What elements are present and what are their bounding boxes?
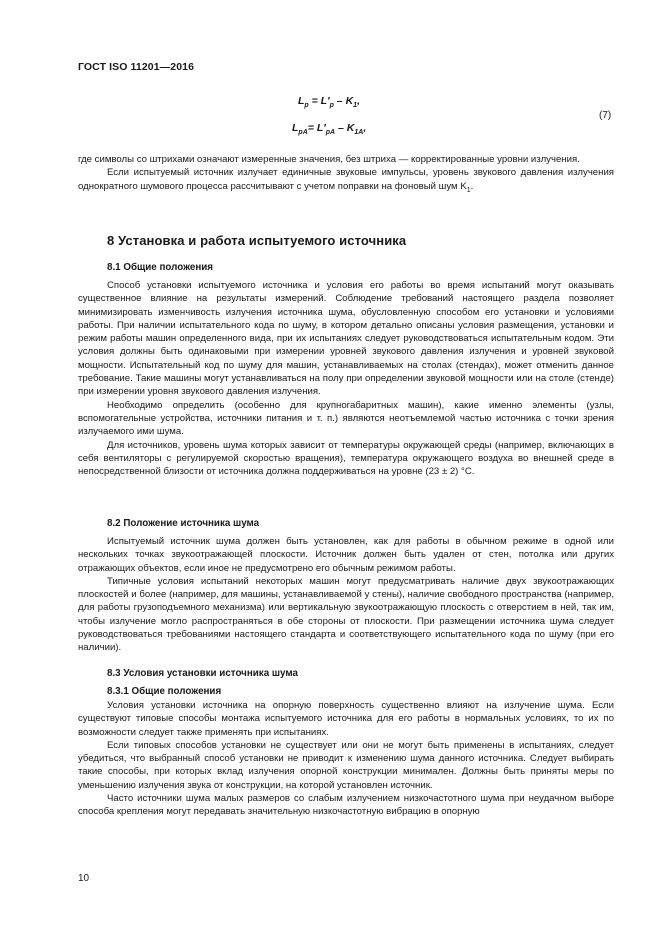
section-8-1-title: 8.1 Общие положения: [107, 262, 214, 273]
section-8-1-paragraph-2: Необходимо определить (особенно для крупногабаритных машин), какие именно элементы (узлы, вспомогательные устройства, источники питания и т. п.) являются неотъемлемой частью источника с точки зрения излучаемого ими шума.: [78, 399, 614, 438]
intro-paragraph-1: где символы со штрихами означают измеренные значения, без штриха — корректированные уровни излучения.: [78, 154, 580, 165]
section-8-3-1-title: 8.3.1 Общие положения: [107, 686, 222, 697]
equation-number: (7): [599, 110, 612, 121]
section-8-3-title: 8.3 Условия установки источника шума: [107, 668, 298, 679]
page-number: 10: [78, 873, 90, 884]
section-8-1-paragraph-1: Способ установки испытуемого источника и условия его работы во время испытаний могут оказывать существенное влияние на результаты измерений. Соблюдение требований настоящего раздела позволяет минимизировать изменчивость излучения источника шума, обусловленную способом его установки и условиями работы. При наличии испытательного кода по шуму, в котором детально описаны условия размещения, установки и режим работы машин определенного вида, при их испытаниях следует руководствоваться испытательным кодом. Эти условия должны быть одинаковыми при измерении уровней звукового давления излучения и уровней звуковой мощности. Испытательный код по шуму для машин, устанавливаемых на столах (стендах), может отменить данное требование. Такие машины могут устанавливаться на полу при определении звуковой мощности или на столе (стенде) при измерении уровня звукового давления излучения.: [78, 280, 614, 398]
section-8-2-body: [78, 535, 614, 655]
section-8-2-paragraph-2: Типичные условия испытаний некоторых машин могут предусматривать наличие двух звукоотражающих плоскостей и более (например, для машины, устанавливаемой у стены), наличие свободного пространства (например, для работы грузоподъемного механизма) или вертикальную звукоотражающую плоскость с отверстием в ней, так им, чтобы излучение могло распространяться в обе стороны от плоскости. При размещении источника шума следует руководствоваться требованиями настоящего стандарта и соответствующего испытательного кода по шуму (при его наличии).: [78, 575, 614, 654]
section-8-2-paragraph-1: Испытуемый источник шума должен быть установлен, как для работы в обычном режиме в одной или нескольких точках звукоотражающей плоскости. Источник должен быть удален от стен, потолка или других отражающих объектов, если иное не предусмотрено его обычным режимом работы.: [78, 536, 614, 574]
section-8-1-body: [78, 279, 614, 478]
formula-line-1: $L_p = L'_p - K_1$,: [298, 95, 360, 110]
page-header: ГОСТ ISO 11201—2016: [78, 61, 195, 73]
section-8-1-paragraph-3: Для источников, уровень шума которых зависит от температуры окружающей среды (например, включающих в себя вентиляторы с регулируемой скоростью вращения), температура окружающего воздуха во внешней среде в непосредственной близости от источника должна поддерживаться на уровне (23 ± 2) °С.: [78, 439, 614, 478]
section-8-3-1-paragraph-3: Часто источники шума малых размеров со слабым излучением низкочастотного шума при неудачном выборе способа крепления могут передавать значительную низкочастотную вибрацию в опорную: [78, 793, 614, 818]
section-8-3-1-paragraph-1: Условия установки источника на опорную поверхность существенно влияют на излучение шума. Если существуют типовые способы монтажа испытуемого источника для его работы в нормальных условиях, то их по возможности следует также применять при испытаниях.: [78, 700, 614, 738]
intro-paragraph-2: Если испытуемый источник излучает единичные звуковые импульсы, уровень звукового давления излучения однократного шумового процесса рассчитывают с учетом поправки на фоновый шум $K_1$.: [78, 167, 614, 194]
section-8-title: 8 Установка и работа испытуемого источника: [107, 233, 407, 248]
section-8-3-1-paragraph-2: Если типовых способов установки не существует или они не могут быть применены в испытаниях, следует убедиться, что выбранный способ установки не приводит к изменению шума данного источника. Следует выбирать такие способы, при которых вклад излучения опорной конструкции минимален. Должны быть приняты меры по уменьшению излучения звука от конструкции, на которой установлен источник.: [78, 739, 614, 791]
section-8-2-title: 8.2 Положение источника шума: [107, 518, 260, 529]
section-8-3-1-body: [78, 699, 614, 819]
intro-text: [78, 153, 614, 197]
formula-line-2: $L_{pA}= L'_{pA} - K_{1A}$,: [292, 122, 367, 137]
